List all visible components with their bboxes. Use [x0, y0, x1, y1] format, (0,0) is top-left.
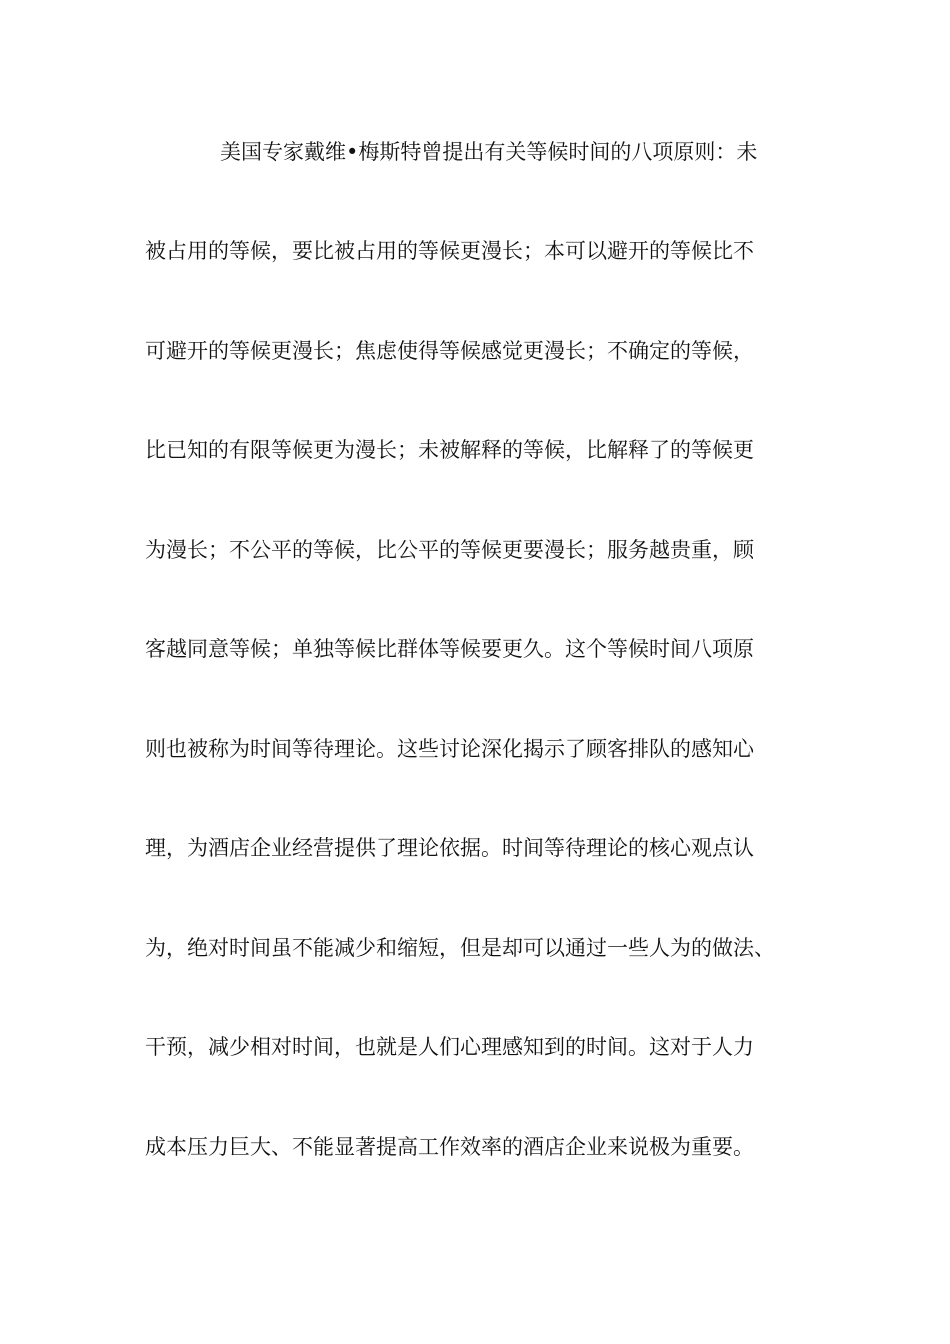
paragraph-line-2: 被占用的等候，要比被占用的等候更漫长；本可以避开的等候比不: [145, 239, 754, 263]
paragraph-line-5: 为漫长；不公平的等候，比公平的等候更要漫长；服务越贵重，顾: [145, 538, 754, 562]
paragraph-line-3: 可避开的等候更漫长；焦虑使得等候感觉更漫长；不确定的等候，: [145, 339, 754, 363]
paragraph-line-8: 理，为酒店企业经营提供了理论依据。时间等待理论的核心观点认: [145, 836, 754, 860]
paragraph-line-10: 干预，减少相对时间，也就是人们心理感知到的时间。这对于人力: [145, 1035, 754, 1059]
paragraph-line-6: 客越同意等候；单独等候比群体等候要更久。这个等候时间八项原: [145, 637, 754, 661]
paragraph-line-4: 比已知的有限等候更为漫长；未被解释的等候，比解释了的等候更: [145, 438, 754, 462]
paragraph-line-7: 则也被称为时间等待理论。这些讨论深化揭示了顾客排队的感知心: [145, 737, 754, 761]
paragraph-line-9: 为，绝对时间虽不能减少和缩短，但是却可以通过一些人为的做法、: [145, 936, 775, 960]
paragraph-line-1: 美国专家戴维•梅斯特曾提出有关等候时间的八项原则：未: [220, 140, 758, 164]
paragraph-line-11: 成本压力巨大、不能显著提高工作效率的酒店企业来说极为重要。: [145, 1135, 754, 1159]
